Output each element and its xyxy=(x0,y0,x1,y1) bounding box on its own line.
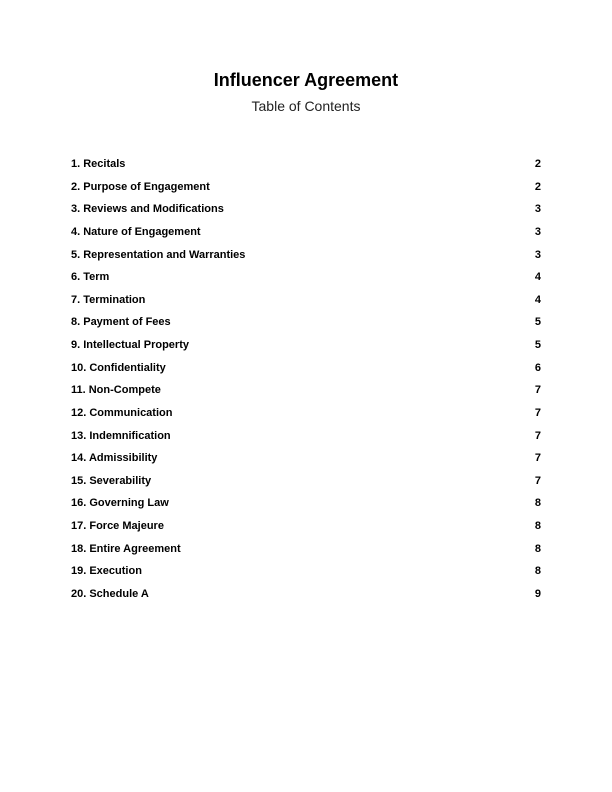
toc-entry[interactable] xyxy=(71,157,541,180)
toc-entry-label: 12. Communication xyxy=(71,406,173,419)
toc-entry-label: 3. Reviews and Modifications xyxy=(71,203,224,216)
toc-entry-page: 2 xyxy=(534,158,541,170)
toc-entry-page: 5 xyxy=(534,316,541,329)
toc-entry[interactable] xyxy=(71,225,541,248)
table-of-contents xyxy=(71,157,541,610)
toc-entry[interactable] xyxy=(71,180,541,203)
toc-entry-page: 2 xyxy=(534,180,541,193)
toc-entry[interactable] xyxy=(71,383,541,406)
toc-entry-page: 7 xyxy=(534,474,541,487)
toc-entry[interactable] xyxy=(71,451,541,474)
toc-entry-label: 5. Representation and Warranties xyxy=(71,248,246,261)
toc-entry-label: 18. Entire Agreement xyxy=(71,542,181,555)
toc-entry-label: 9. Intellectual Property xyxy=(71,339,189,351)
toc-entry-label: 7. Termination xyxy=(71,293,146,306)
toc-entry-page: 6 xyxy=(534,361,541,374)
toc-entry-page: 8 xyxy=(534,565,541,578)
toc-entry-page: 7 xyxy=(534,429,541,442)
toc-entry-label: 16. Governing Law xyxy=(71,497,169,510)
toc-entry-page: 3 xyxy=(534,203,541,216)
toc-entry-label: 14. Admissibility xyxy=(71,452,158,465)
toc-entry-page: 3 xyxy=(534,225,541,238)
toc-entry-page: 5 xyxy=(534,339,541,351)
toc-entry-label: 19. Execution xyxy=(71,565,142,578)
document-title: Influencer Agreement xyxy=(213,70,399,90)
toc-entry[interactable] xyxy=(71,248,541,271)
toc-entry[interactable] xyxy=(71,496,541,519)
toc-entry[interactable] xyxy=(71,587,541,610)
toc-entry-label: 15. Severability xyxy=(71,474,152,487)
toc-entry-label: 13. Indemnification xyxy=(71,429,171,442)
toc-entry-page: 8 xyxy=(534,497,541,510)
toc-entry-page: 7 xyxy=(534,452,541,465)
toc-entry-label: 2. Purpose of Engagement xyxy=(71,180,210,193)
toc-entry-label: 4. Nature of Engagement xyxy=(71,225,201,238)
toc-entry-page: 7 xyxy=(534,406,541,419)
toc-entry-label: 10. Confidentiality xyxy=(71,361,166,374)
toc-entry-page: 9 xyxy=(534,587,541,600)
toc-entry-label: 8. Payment of Fees xyxy=(71,316,171,329)
toc-entry[interactable] xyxy=(71,315,541,338)
toc-entry-label: 17. Force Majeure xyxy=(71,520,164,532)
toc-heading: Table of Contents xyxy=(251,98,361,114)
toc-entry-page: 4 xyxy=(534,271,541,284)
toc-entry-page: 3 xyxy=(534,248,541,261)
toc-entry[interactable] xyxy=(71,338,541,361)
toc-entry[interactable] xyxy=(71,542,541,565)
toc-entry[interactable] xyxy=(71,270,541,293)
toc-entry[interactable] xyxy=(71,361,541,384)
toc-entry-label: 20. Schedule A xyxy=(71,587,149,600)
toc-entry-page: 7 xyxy=(534,384,541,397)
toc-entry[interactable] xyxy=(71,406,541,429)
toc-entry[interactable] xyxy=(71,293,541,316)
toc-entry[interactable] xyxy=(71,202,541,225)
toc-entry-label: 6. Term xyxy=(71,271,110,284)
toc-entry-label: 1. Recitals xyxy=(71,158,126,170)
toc-entry[interactable] xyxy=(71,474,541,497)
toc-entry[interactable] xyxy=(71,564,541,587)
toc-entry-page: 4 xyxy=(534,293,541,306)
toc-entry[interactable] xyxy=(71,519,541,542)
toc-entry-label: 11. Non-Compete xyxy=(71,384,161,397)
toc-entry[interactable] xyxy=(71,429,541,452)
toc-entry-page: 8 xyxy=(534,520,541,532)
toc-entry-page: 8 xyxy=(534,542,541,555)
